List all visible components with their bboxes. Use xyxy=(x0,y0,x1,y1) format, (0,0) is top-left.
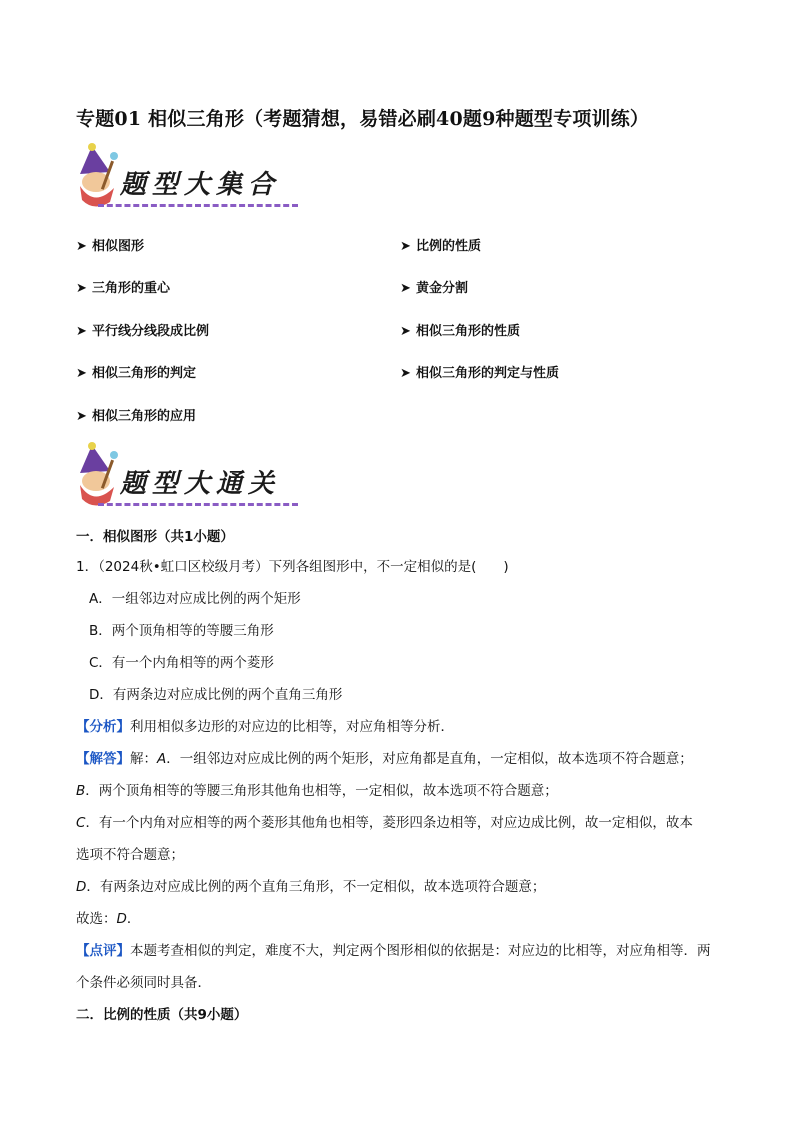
arrowhead-icon: ➤ xyxy=(400,324,411,339)
topic-item: ➤ 相似三角形的性质 xyxy=(400,324,521,339)
banner-label: 题型大集合 xyxy=(120,170,281,200)
banner-topic-practice xyxy=(70,441,300,511)
section-heading: 一．相似图形（共1小题） xyxy=(76,529,234,545)
topic-item: ➤ 平行线分线段成比例 xyxy=(76,324,210,339)
topic-item: ➤ 三角形的重心 xyxy=(76,281,171,296)
arrowhead-icon: ➤ xyxy=(76,324,87,339)
arrowhead-icon: ➤ xyxy=(400,239,411,254)
topic-item: ➤ 比例的性质 xyxy=(400,239,482,254)
answer-line: C．有一个内角对应相等的两个菱形其他角也相等，菱形四条边相等，对应边成比例，故一定相似，故本 xyxy=(76,815,693,831)
option-c: C．有一个内角相等的两个菱形 xyxy=(89,655,274,671)
arrowhead-icon: ➤ xyxy=(76,409,87,424)
banner-topic-collection xyxy=(70,142,300,212)
comment-line: 个条件必须同时具备． xyxy=(76,975,211,991)
topic-item: ➤ 相似三角形的应用 xyxy=(76,409,197,424)
arrowhead-icon: ➤ xyxy=(76,281,87,296)
analysis-tag: 【分析】 xyxy=(76,719,130,735)
topic-item: ➤ 相似三角形的判定与性质 xyxy=(400,366,560,381)
banner-divider xyxy=(98,503,298,506)
answer-line: D．有两条边对应成比例的两个直角三角形，不一定相似，故本选项符合题意； xyxy=(76,879,546,895)
arrowhead-icon: ➤ xyxy=(76,239,87,254)
topic-item: ➤ 黄金分割 xyxy=(400,281,469,296)
option-d: D．有两条边对应成比例的两个直角三角形 xyxy=(89,687,343,703)
comment-line: 【点评】本题考查相似的判定，难度不大，判定两个图形相似的依据是：对应边的比相等，对应角相等．两 xyxy=(76,943,711,959)
comment-tag: 【点评】 xyxy=(76,943,130,959)
answer-line: 选项不符合题意； xyxy=(76,847,184,863)
page-title: 专题01 相似三角形（考题猜想，易错必刷40题9种题型专项训练） xyxy=(76,108,650,130)
arrowhead-icon: ➤ xyxy=(400,281,411,296)
banner-label: 题型大通关 xyxy=(120,469,281,499)
topic-item: ➤ 相似图形 xyxy=(76,239,145,254)
analysis-line xyxy=(76,718,454,736)
choice-line: 故选：D． xyxy=(76,911,141,927)
answer-line: B．两个顶角相等的等腰三角形其他角也相等，一定相似，故本选项不符合题意； xyxy=(76,783,558,799)
answer-tag: 【解答】 xyxy=(76,751,130,767)
banner-divider xyxy=(98,204,298,207)
section-heading: 二．比例的性质（共9小题） xyxy=(76,1007,248,1023)
option-a: A．一组邻边对应成比例的两个矩形 xyxy=(89,591,301,607)
option-b: B．两个顶角相等的等腰三角形 xyxy=(89,623,274,639)
answer-line: 【解答】解：A．一组邻边对应成比例的两个矩形，对应角都是直角，一定相似，故本选项不符合题意； xyxy=(76,751,693,767)
question-stem: 1．（2024秋•虹口区校级月考）下列各组图形中，不一定相似的是( ) xyxy=(76,559,509,575)
arrowhead-icon: ➤ xyxy=(76,366,87,381)
topic-item: ➤ 相似三角形的判定 xyxy=(76,366,197,381)
arrowhead-icon: ➤ xyxy=(400,366,411,381)
analysis-text: 利用相似多边形的对应边的比相等，对应角相等分析． xyxy=(130,719,454,735)
